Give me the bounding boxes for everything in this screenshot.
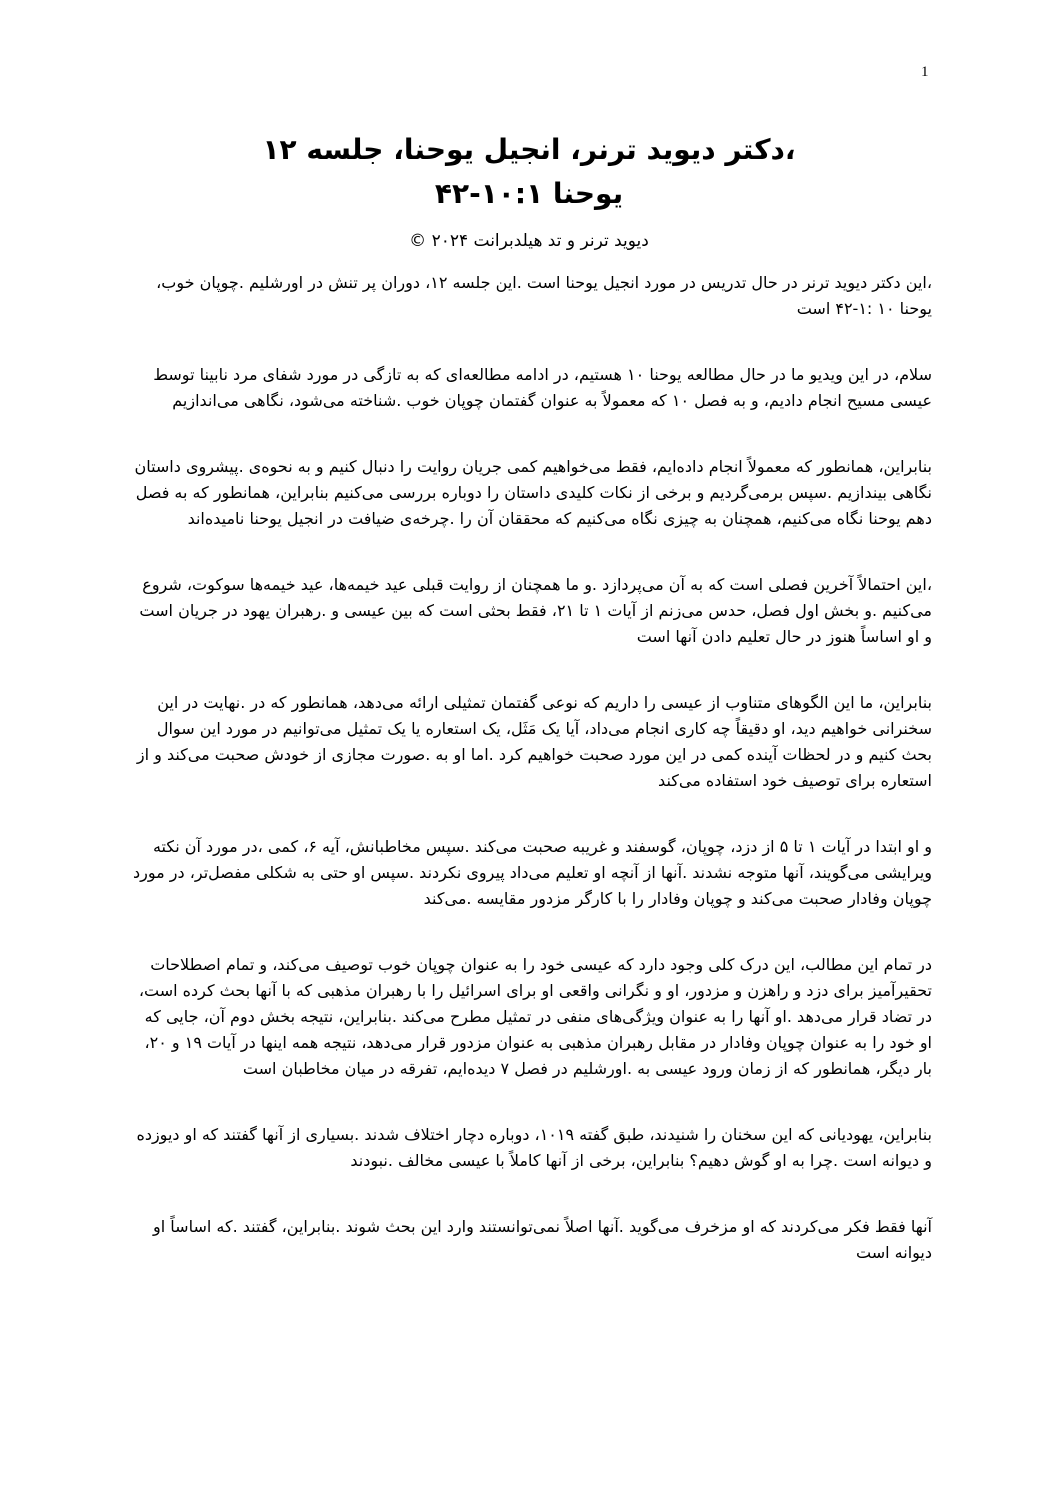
paragraph-8: بنابراین، یهودیانی که این سخنان را شنیدند، طبق گفته ۱۰۱۹، دوباره دچار اختلاف شدند .بسیاری از آنها گفتند که او دیوزده و دیوانه است .چرا به او گوش دهیم؟ بنابراین، برخی از آنها کاملاً با عیسی مخالف .نبودند	[136, 1125, 932, 1170]
paragraph-3: بنابراین، همانطور که معمولاً انجام داده‌ایم، فقط می‌خواهیم کمی جریان روایت را دنبال کنیم و به نحوه‌ی .پیشروی داستان نگاهی بیندازیم .سپس برمی‌گردیم و برخی از نکات کلیدی داستان را دوباره بررسی می‌کنیم بنابراین، همانطور که به فصل دهم یوحنا نگاه می‌کنیم، همچنان به چیزی نگاه می‌کنیم که محققان آن را .چرخه‌ی ضیافت در انجیل یوحنا نامیده‌اند	[134, 457, 932, 528]
document-title-reference: یوحنا ۱۰:۱-۴۲	[434, 177, 624, 210]
paragraph-9: آنها فقط فکر می‌کردند که او مزخرف می‌گوید .آنها اصلاً نمی‌توانستند وارد این بحث شوند .بنابراین، گفتند .که اساساً او دیوانه است	[153, 1217, 932, 1262]
paragraph-5: بنابراین، ما این الگوهای متناوب از عیسی را داریم که نوعی گفتمان تمثیلی ارائه می‌دهد، همانطور که در .نهایت در این سخنرانی خواهیم دید، او دقیقاً چه کاری انجام می‌داد، آیا یک مَثَل، یک استعاره یا یک تمثیل می‌توانیم در مورد این سوال بحث کنیم و در لحظات آینده کمی در این مورد صحبت خواهیم کرد .اما او به .صورت مجازی از خودش صحبت می‌کند و از استعاره برای توصیف خود استفاده می‌کند	[136, 693, 932, 790]
page-number: 1	[921, 64, 929, 80]
document-header	[0, 128, 1058, 256]
author-copyright: دیوید ترنر و تد هیلدبرانت ۲۰۲۴ ©	[409, 231, 649, 251]
document-title: ،دکتر دیوید ترنر، انجیل یوحنا، جلسه ۱۲	[262, 133, 796, 166]
paragraph-1: ،این دکتر دیوید ترنر در حال تدریس در مورد انجیل یوحنا است .این جلسه ۱۲، دوران پر تنش در اورشلیم .چوپان خوب، یوحنا ۱۰ :۱-۴۲ است	[156, 273, 932, 318]
paragraph-6: و او ابتدا در آیات ۱ تا ۵ از دزد، چوپان، گوسفند و غریبه صحبت می‌کند .سپس مخاطبانش، آیه ۶، کمی ،در مورد آن نکته ویرایشی می‌گویند، آنها متوجه نشدند .آنها از آنچه او تعلیم می‌داد پیروی نکردند .سپس او حتی به شکلی مفصل‌تر، در مورد چوپان وفادار صحبت می‌کند و چوپان وفادار را با کارگر مزدور مقایسه .می‌کند	[133, 837, 932, 908]
paragraph-7: در تمام این مطالب، این درک کلی وجود دارد که عیسی خود را به عنوان چوپان خوب توصیف می‌کند، و تمام اصطلاحات تحقیرآمیز برای دزد و راهزن و مزدور، او و نگرانی واقعی او برای اسرائیل را با رهبران مذهبی که با آنها بحث کرده است، در تضاد قرار می‌دهد .او آنها را به عنوان ویژگی‌های منفی در تمثیل مطرح می‌کند .بنابراین، نتیجه بخش دوم آن، جایی که او خود را به عنوان چوپان وفادار در مقابل رهبران مذهبی به عنوان مزدور قرار می‌دهد، نتیجه همه اینها در آیات ۱۹ و ۲۰، بار دیگر، همانطور که از زمان ورود عیسی به .اورشلیم در فصل ۷ دیده‌ایم، تفرقه در میان مخاطبان است	[138, 955, 932, 1078]
paragraph-2: سلام، در این ویدیو ما در حال مطالعه یوحنا ۱۰ هستیم، در ادامه مطالعه‌ای که به تازگی در مورد شفای مرد نابینا توسط عیسی مسیح انجام دادیم، و به فصل ۱۰ که معمولاً به عنوان گفتمان چوپان خوب .شناخته می‌شود، نگاهی می‌اندازیم	[153, 365, 932, 410]
paragraph-4: ،این احتمالاً آخرین فصلی است که به آن می‌پردازد .و ما همچنان از روایت قبلی عید خیمه‌ها، عید خیمه‌ها سوکوت، شروع می‌کنیم .و بخش اول فصل، حدس می‌زنم از آیات ۱ تا ۲۱، فقط بحثی است که بین عیسی و .رهبران یهود در جریان است و او اساساً هنوز در حال تعلیم دادن آنها است	[139, 575, 932, 646]
document-body	[128, 270, 932, 1306]
